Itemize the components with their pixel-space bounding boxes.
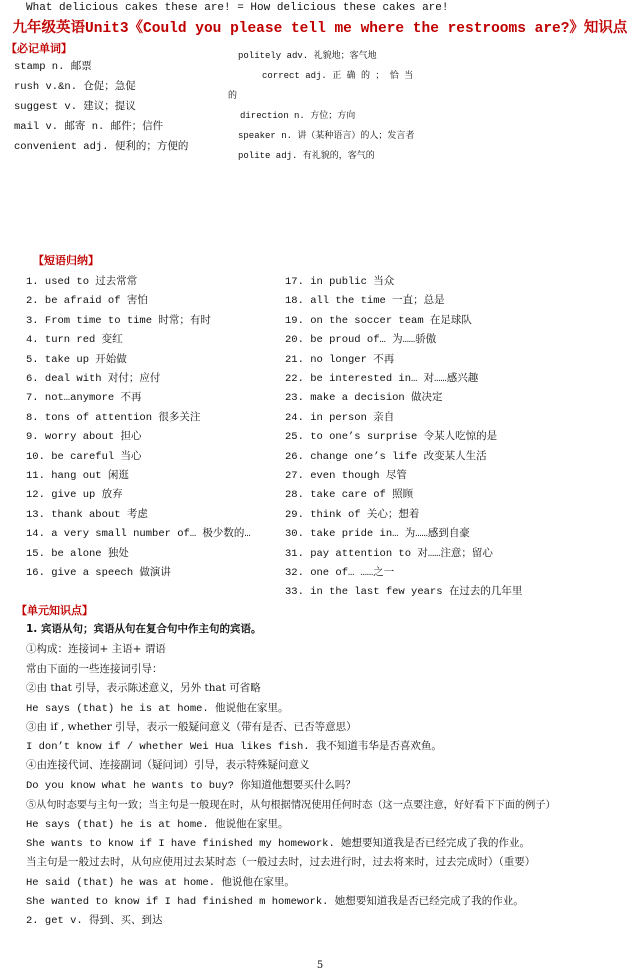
knowledge-line: Do you know what he wants to buy? 你知道他想要买什么吗？ <box>26 780 356 792</box>
page-title: 九年级英语Unit3《Could you please tell me where the restrooms are?》知识点 <box>12 21 628 37</box>
phrase-item: 6. deal with 对付；应付 <box>26 373 161 385</box>
phrases-right-column <box>285 273 615 603</box>
phrase-item: 27. even though 尽管 <box>285 470 407 482</box>
phrase-item: 13. thank about 考虑 <box>26 508 148 521</box>
vocab-left-3: suggest v. 建议；提议 <box>14 101 136 113</box>
vocab-right-1: politely adv. 礼貌地；客气地 <box>238 51 377 61</box>
phrase-item: 32. one of… ……之一 <box>285 567 395 579</box>
phrase-item: 14. a very small number of… 极少数的… <box>26 528 251 541</box>
phrase-item: 10. be careful 当心 <box>26 450 142 463</box>
vocab-left-4: mail v. 邮寄 n. 邮件；信件 <box>14 121 164 133</box>
phrase-item: 17. in public 当众 <box>285 276 395 288</box>
knowledge-line: ④由连接代词、连接副词（疑问词）引导，表示特殊疑问意义 <box>26 759 310 771</box>
knowledge-line: ②由 that 引导，表示陈述意义，另外 that 可省略 <box>26 682 261 694</box>
knowledge-line: ①构成：连接词+ 主语+ 谓语 <box>26 643 166 655</box>
phrase-item: 15. be alone 独处 <box>26 547 129 560</box>
phrase-item: 7. not…anymore 不再 <box>26 392 142 405</box>
phrase-item: 25. to one’s surprise 令某人吃惊的是 <box>285 431 498 444</box>
vocab-right-5: speaker n. 讲（某种语言）的人；发言者 <box>238 131 415 141</box>
phrase-item: 26. change one’s life 改变某人生活 <box>285 450 487 463</box>
phrase-item: 9. worry about 担心 <box>26 431 142 444</box>
phrases-heading: 【短语归纳】 <box>33 254 99 267</box>
phrase-item: 22. be interested in… 对……感兴趣 <box>285 373 479 385</box>
knowledge-line: She wants to know if I have finished my homework. 她想要知道我是否已经完成了我的作业。 <box>26 838 531 850</box>
vocab-right-2: correct adj. 正 确 的 ； 恰 当 <box>262 71 414 81</box>
phrase-item: 12. give up 放弃 <box>26 489 123 502</box>
knowledge-line: I don’t know if / whether Wei Hua likes fish. 我不知道韦华是否喜欢鱼。 <box>26 741 442 753</box>
phrase-item: 23. make a decision 做决定 <box>285 392 443 405</box>
phrase-item: 3. From time to time 时常；有时 <box>26 314 211 327</box>
phrase-item: 5. take up 开始做 <box>26 353 127 366</box>
vocab-left-2: rush v.&n. 仓促；急促 <box>14 81 136 93</box>
knowledge-line: 1. 宾语从句；宾语从句在复合句中作主句的宾语。 <box>26 623 262 635</box>
phrase-item: 18. all the time 一直；总是 <box>285 295 445 308</box>
vocab-left-1: stamp n. 邮票 <box>14 61 92 73</box>
knowledge-line: ③由 if , whether 引导，表示一般疑问意义（带有是否、已否等意思） <box>26 721 357 733</box>
vocab-left-5: convenient adj. 便利的；方便的 <box>14 141 189 153</box>
knowledge-line: He said (that) he was at home. 他说他在家里。 <box>26 877 295 889</box>
page-number: 5 <box>316 960 324 971</box>
knowledge-heading: 【单元知识点】 <box>16 604 93 617</box>
knowledge-line: 常由下面的一些连接词引导： <box>26 663 163 675</box>
phrase-item: 11. hang out 闲逛 <box>26 470 129 482</box>
phrase-item: 29. think of 关心；想着 <box>285 508 420 521</box>
vocab-right-3: 的 <box>228 91 238 101</box>
phrases-left-column <box>26 273 276 583</box>
phrase-item: 1. used to 过去常常 <box>26 276 138 288</box>
knowledge-line: He says (that) he is at home. 他说他在家里。 <box>26 819 289 831</box>
phrase-item: 8. tons of attention 很多关注 <box>26 411 201 424</box>
knowledge-line: ⑤从句时态要与主句一致；当主句是一般现在时，从句根据情况使用任何时态（这一点要注意，好好看下下面的例子） <box>26 800 556 811</box>
knowledge-line: She wanted to know if I had finished m homework. 她想要知道我是否已经完成了我的作业。 <box>26 896 524 908</box>
phrase-item: 31. pay attention to 对……注意；留心 <box>285 547 493 560</box>
knowledge-line: 2. get v. 得到、买、到达 <box>26 915 163 927</box>
vocab-heading: 【必记单词】 <box>6 42 72 55</box>
phrase-item: 2. be afraid of 害怕 <box>26 295 148 308</box>
phrase-item: 20. be proud of… 为……骄傲 <box>285 334 437 347</box>
top-line: What delicious cakes these are! = How delicious these cakes are! <box>26 2 449 14</box>
vocab-right-6: polite adj. 有礼貌的，客气的 <box>238 151 375 161</box>
phrase-item: 28. take care of 照顾 <box>285 489 414 502</box>
phrase-item: 19. on the soccer team 在足球队 <box>285 314 472 327</box>
knowledge-line: 当主句是一般过去时，从句应使用过去某时态（一般过去时，过去进行时，过去将来时，过去完成时）（重要） <box>26 856 536 868</box>
phrase-item: 16. give a speech 做演讲 <box>26 567 171 579</box>
phrase-item: 30. take pride in… 为……感到自豪 <box>285 528 470 541</box>
phrase-item: 21. no longer 不再 <box>285 353 395 366</box>
phrase-item: 33. in the last few years 在过去的几年里 <box>285 586 523 599</box>
knowledge-line: He says (that) he is at home. 他说他在家里。 <box>26 703 289 715</box>
vocab-right-4: direction n. 方位；方向 <box>240 111 356 121</box>
phrase-item: 4. turn red 变红 <box>26 334 123 347</box>
phrase-item: 24. in person 亲自 <box>285 411 395 424</box>
